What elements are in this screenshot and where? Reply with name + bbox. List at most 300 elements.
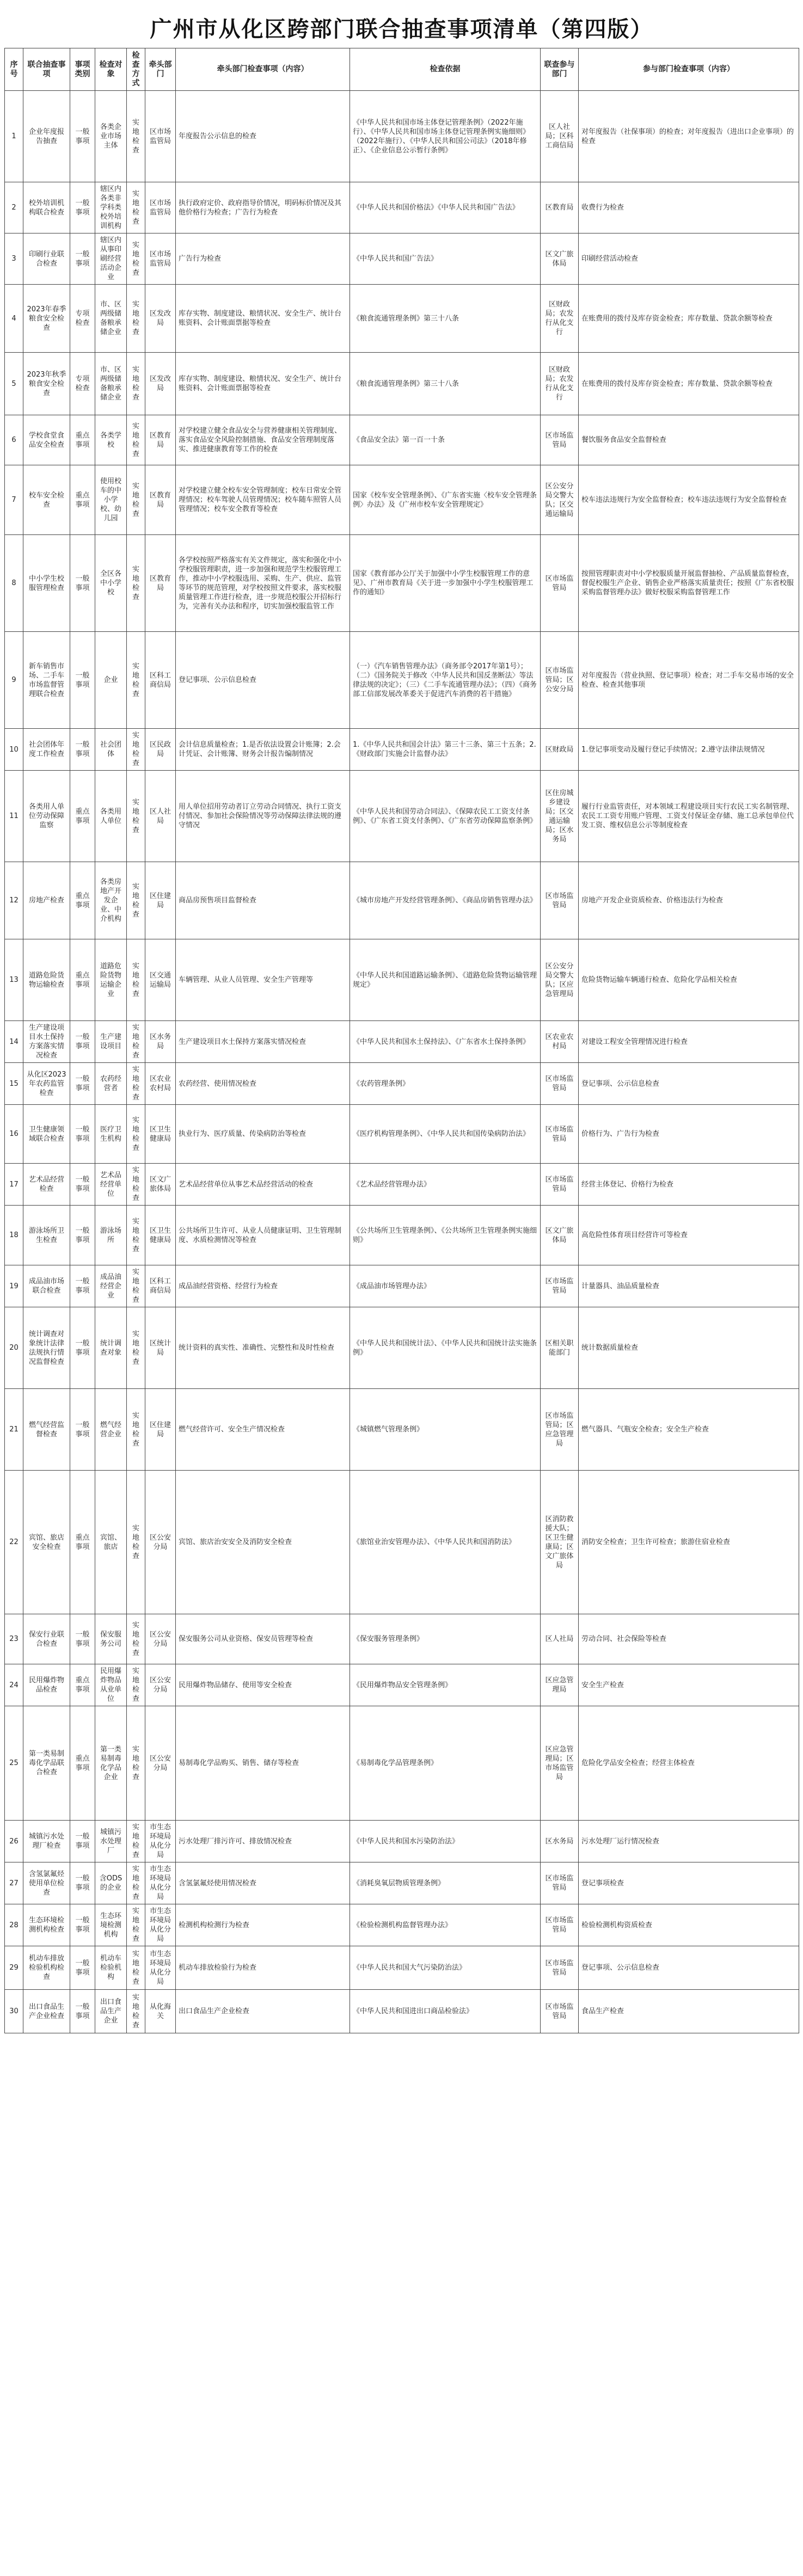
table-cell-no: 17: [5, 1164, 23, 1206]
table-cell-lead: 区民政局: [145, 729, 176, 771]
table-cell-pcontent: 安全生产检查: [579, 1664, 799, 1706]
table-cell-method: 实地检查: [127, 1389, 145, 1471]
table-cell-dept: 区市场监管局: [541, 535, 579, 632]
table-cell-obj: 出口食品生产企业: [95, 1990, 127, 2033]
table-cell-item: 各类用人单位劳动保障监察: [23, 771, 70, 862]
table-cell-dept: 区住房城乡建设局；区交通运输局；区水务局: [541, 771, 579, 862]
table-cell-method: 实地检查: [127, 1063, 145, 1105]
table-cell-item: 企业年度报告抽查: [23, 91, 70, 182]
table-cell-dept: 区应急管理局；区市场监管局: [541, 1706, 579, 1821]
table-cell-no: 22: [5, 1471, 23, 1614]
table-cell-basis: 《消耗臭氧层物质管理条例》: [350, 1862, 541, 1904]
table-cell-content: 库存实物、制度建设、粮情状况、安全生产、统计台账资料、会计账面票据等检查: [176, 353, 350, 415]
table-cell-item: 民用爆炸物品检查: [23, 1664, 70, 1706]
table-cell-pcontent: 劳动合同、社会保险等检查: [579, 1614, 799, 1664]
table-cell-dept: 区市场监管局: [541, 1105, 579, 1164]
table-cell-content: 民用爆炸物品储存、使用等安全检查: [176, 1664, 350, 1706]
table-cell-obj: 城镇污水处理厂: [95, 1821, 127, 1862]
table-cell-no: 1: [5, 91, 23, 182]
table-cell-pcontent: 按照管理职责对中小学校服质量开展监督抽检、产品质量监督检查，督促校服生产企业、销售企业严格落实质量责任；按照《广东省校服采购监督管理办法》做好校服采购监督管理工作: [579, 535, 799, 632]
table-cell-pcontent: 餐饮服务食品安全监督检查: [579, 415, 799, 465]
table-cell-lead: 区文广旅体局: [145, 1164, 176, 1206]
table-cell-no: 25: [5, 1706, 23, 1821]
table-cell-no: 5: [5, 353, 23, 415]
table-cell-dept: 区市场监管局；区应急管理局: [541, 1389, 579, 1471]
table-cell-obj: 医疗卫生机构: [95, 1105, 127, 1164]
table-cell-cat: 一般事项: [70, 91, 95, 182]
table-row: [5, 233, 799, 285]
table-cell-pcontent: 消防安全检查；卫生许可检查；旅游住宿业检查: [579, 1471, 799, 1614]
table-cell-lead: 区卫生健康局: [145, 1105, 176, 1164]
table-cell-obj: 民用爆炸物品从业单位: [95, 1664, 127, 1706]
table-cell-method: 实地检查: [127, 465, 145, 535]
table-cell-item: 宾馆、旅店安全检查: [23, 1471, 70, 1614]
table-cell-no: 14: [5, 1021, 23, 1063]
table-cell-basis: 《成品油市场管理办法》: [350, 1265, 541, 1307]
table-row: [5, 1664, 799, 1706]
table-cell-dept: 区市场监管局: [541, 1904, 579, 1946]
table-cell-cat: 一般事项: [70, 632, 95, 729]
table-cell-content: 广告行为检查: [176, 233, 350, 285]
table-cell-lead: 区住建局: [145, 1389, 176, 1471]
table-cell-basis: 国家《教育部办公厅关于加强中小学生校服管理工作的意见》、广州市教育局《关于进一步加强中小学生校服管理工作的通知》: [350, 535, 541, 632]
table-row: [5, 1706, 799, 1821]
table-cell-lead: 区住建局: [145, 862, 176, 939]
table-cell-lead: 市生态环境局从化分局: [145, 1862, 176, 1904]
table-cell-item: 第一类易制毒化学品联合检查: [23, 1706, 70, 1821]
table-cell-basis: 《医疗机构管理条例》、《中华人民共和国传染病防治法》: [350, 1105, 541, 1164]
table-row: [5, 535, 799, 632]
table-cell-dept: 区消防救援大队；区卫生健康局；区文广旅体局: [541, 1471, 579, 1614]
table-row: [5, 465, 799, 535]
table-cell-no: 13: [5, 939, 23, 1021]
table-cell-basis: （一）《汽车销售管理办法》（商务部令2017年第1号）；（二）《国务院关于修改〈中华人民共和国反垄断法〉等法律法规的决定》；（三）《二手车流通管理办法》；（四）《商务部工信部发展改革委关于促进汽车消费的若干措施》: [350, 632, 541, 729]
table-cell-item: 游泳场所卫生检查: [23, 1206, 70, 1265]
table-cell-item: 从化区2023年农药监管检查: [23, 1063, 70, 1105]
table-cell-obj: 使用校车的中小学校、幼儿园: [95, 465, 127, 535]
table-cell-content: 农药经营、使用情况检查: [176, 1063, 350, 1105]
table-cell-pcontent: 对建设工程安全管理情况进行检查: [579, 1021, 799, 1063]
table-cell-content: 对学校建立健全校车安全管理制度；校车日常安全管理情况；校车驾驶人员管理情况；校车随车照管人员管理情况；校车安全教育等检查: [176, 465, 350, 535]
table-cell-method: 实地检查: [127, 91, 145, 182]
table-row: [5, 1471, 799, 1614]
table-cell-cat: 重点事项: [70, 1706, 95, 1821]
table-cell-basis: 1.《中华人民共和国会计法》第三十三条、第三十五条；2.《财政部门实施会计监督办法》: [350, 729, 541, 771]
table-cell-method: 实地检查: [127, 939, 145, 1021]
table-cell-basis: 《中华人民共和国市场主体登记管理条例》（2022年施行）、《中华人民共和国市场主体登记管理条例实施细则》（2022年施行）、《中华人民共和国公司法》（2018年修正）、《企业信息公示暂行条例》: [350, 91, 541, 182]
table-cell-cat: 一般事项: [70, 1904, 95, 1946]
table-cell-dept: 区文广旅体局: [541, 233, 579, 285]
table-cell-lead: 区公安分局: [145, 1706, 176, 1821]
table-cell-cat: 一般事项: [70, 233, 95, 285]
table-body: [5, 91, 799, 2033]
table-cell-pcontent: 危险化学品安全检查；经营主体检查: [579, 1706, 799, 1821]
table-cell-obj: 宾馆、旅店: [95, 1471, 127, 1614]
table-cell-method: 实地检查: [127, 1307, 145, 1389]
table-cell-obj: 各类企业市场主体: [95, 91, 127, 182]
table-row: [5, 1614, 799, 1664]
table-cell-basis: 《保安服务管理条例》: [350, 1614, 541, 1664]
header-cell: 参与部门检查事项（内容）: [579, 48, 799, 91]
table-cell-item: 生态环境检测机构检查: [23, 1904, 70, 1946]
table-row: [5, 353, 799, 415]
table-cell-obj: 各类房地产开发企业、中介机构: [95, 862, 127, 939]
table-cell-cat: 一般事项: [70, 1389, 95, 1471]
table-cell-lead: 区市场监管局: [145, 233, 176, 285]
table-cell-item: 校外培训机构联合检查: [23, 182, 70, 233]
table-cell-method: 实地检查: [127, 415, 145, 465]
table-row: [5, 729, 799, 771]
table-cell-method: 实地检查: [127, 182, 145, 233]
table-cell-content: 用人单位招用劳动者订立劳动合同情况、执行工资支付情况、参加社会保险情况等劳动保障法律法规的遵守情况: [176, 771, 350, 862]
table-cell-obj: 道路危险货物运输企业: [95, 939, 127, 1021]
table-cell-content: 机动车排放检验行为检查: [176, 1946, 350, 1990]
table-cell-cat: 专项检查: [70, 353, 95, 415]
inspection-table: [4, 48, 799, 2033]
table-cell-dept: 区相关职能部门: [541, 1307, 579, 1389]
table-cell-cat: 专项检查: [70, 285, 95, 353]
table-cell-cat: 重点事项: [70, 939, 95, 1021]
table-cell-dept: 区市场监管局: [541, 862, 579, 939]
table-cell-dept: 区水务局: [541, 1821, 579, 1862]
table-cell-method: 实地检查: [127, 1265, 145, 1307]
table-cell-obj: 各类用人单位: [95, 771, 127, 862]
table-cell-pcontent: 统计数据质量检查: [579, 1307, 799, 1389]
table-cell-obj: 游泳场所: [95, 1206, 127, 1265]
header-cell: 牵头部门检查事项（内容）: [176, 48, 350, 91]
table-cell-content: 执行政府定价、政府指导价情况，明码标价情况及其他价格行为检查；广告行为检查: [176, 182, 350, 233]
table-cell-dept: 区教育局: [541, 182, 579, 233]
table-cell-pcontent: 在账费用的拨付及库存资金检查；库存数量、贷款余额等检查: [579, 353, 799, 415]
table-cell-lead: 区发改局: [145, 285, 176, 353]
table-row: [5, 862, 799, 939]
table-cell-content: 易制毒化学品购买、销售、储存等检查: [176, 1706, 350, 1821]
table-cell-no: 29: [5, 1946, 23, 1990]
table-cell-obj: 市、区两级储备粮承储企业: [95, 285, 127, 353]
table-cell-dept: 区财政局；农发行从化支行: [541, 353, 579, 415]
table-cell-content: 宾馆、旅店治安安全及消防安全检查: [176, 1471, 350, 1614]
table-cell-lead: 区市场监管局: [145, 91, 176, 182]
table-cell-obj: 成品油经营企业: [95, 1265, 127, 1307]
table-cell-no: 7: [5, 465, 23, 535]
table-cell-pcontent: 校车违法违规行为安全监督检查；校车违法违规行为安全监督检查: [579, 465, 799, 535]
table-cell-no: 9: [5, 632, 23, 729]
table-cell-content: 登记事项、公示信息检查: [176, 632, 350, 729]
table-cell-basis: 《易制毒化学品管理条例》: [350, 1706, 541, 1821]
table-cell-pcontent: 房地产开发企业资质检查、价格违法行为检查: [579, 862, 799, 939]
table-cell-item: 成品油市场联合检查: [23, 1265, 70, 1307]
table-cell-obj: 农药经营者: [95, 1063, 127, 1105]
table-cell-cat: 一般事项: [70, 1821, 95, 1862]
table-row: [5, 182, 799, 233]
table-cell-cat: 一般事项: [70, 1021, 95, 1063]
table-cell-pcontent: 登记事项、公示信息检查: [579, 1946, 799, 1990]
table-cell-method: 实地检查: [127, 1946, 145, 1990]
table-cell-content: 生产建设项目水土保持方案落实情况检查: [176, 1021, 350, 1063]
table-cell-dept: 区公安分局交警大队；区应急管理局: [541, 939, 579, 1021]
table-cell-no: 8: [5, 535, 23, 632]
table-cell-item: 统计调查对象统计法律法规执行情况监督检查: [23, 1307, 70, 1389]
table-cell-lead: 区教育局: [145, 415, 176, 465]
table-cell-item: 保安行业联合检查: [23, 1614, 70, 1664]
table-cell-lead: 区人社局: [145, 771, 176, 862]
table-cell-dept: 区市场监管局: [541, 1164, 579, 1206]
table-cell-item: 生产建设项目水土保持方案落实情况检查: [23, 1021, 70, 1063]
table-cell-item: 2023年春季粮食安全检查: [23, 285, 70, 353]
table-cell-method: 实地检查: [127, 1206, 145, 1265]
table-row: [5, 771, 799, 862]
table-cell-pcontent: 食品生产检查: [579, 1990, 799, 2033]
table-cell-dept: 区人社局；区科工商信局: [541, 91, 579, 182]
table-cell-obj: 企业: [95, 632, 127, 729]
table-cell-pcontent: 履行行业监管责任，对本领域工程建设项目实行农民工实名制管理、农民工工资专用账户管理、工资支付保证金存储、施工总承包单位代发工资、维权信息公示等制度检查: [579, 771, 799, 862]
table-cell-basis: 《城镇燃气管理条例》: [350, 1389, 541, 1471]
table-cell-item: 社会团体年度工作检查: [23, 729, 70, 771]
table-cell-lead: 市生态环境局从化分局: [145, 1821, 176, 1862]
table-cell-basis: 《公共场所卫生管理条例》、《公共场所卫生管理条例实施细则》: [350, 1206, 541, 1265]
table-cell-pcontent: 经营主体登记、价格行为检查: [579, 1164, 799, 1206]
table-cell-basis: 《粮食流通管理条例》第三十八条: [350, 285, 541, 353]
table-cell-basis: 《中华人民共和国水污染防治法》: [350, 1821, 541, 1862]
table-row: [5, 1990, 799, 2033]
table-cell-content: 艺术品经营单位从事艺术品经营活动的检查: [176, 1164, 350, 1206]
table-cell-item: 房地产检查: [23, 862, 70, 939]
table-cell-method: 实地检查: [127, 729, 145, 771]
table-cell-obj: 燃气经营企业: [95, 1389, 127, 1471]
table-cell-cat: 一般事项: [70, 1990, 95, 2033]
table-cell-content: 公共场所卫生许可、从业人员健康证明、卫生管理制度、水质检测情况等检查: [176, 1206, 350, 1265]
table-cell-no: 20: [5, 1307, 23, 1389]
table-cell-dept: 区应急管理局: [541, 1664, 579, 1706]
table-cell-method: 实地检查: [127, 1664, 145, 1706]
table-cell-basis: 《中华人民共和国广告法》: [350, 233, 541, 285]
table-cell-method: 实地检查: [127, 353, 145, 415]
header-cell: 序号: [5, 48, 23, 91]
table-cell-no: 19: [5, 1265, 23, 1307]
table-cell-cat: 一般事项: [70, 1265, 95, 1307]
table-cell-method: 实地检查: [127, 1105, 145, 1164]
header-cell: 牵头部门: [145, 48, 176, 91]
table-cell-method: 实地检查: [127, 535, 145, 632]
table-cell-item: 含氢氯氟烃使用单位检查: [23, 1862, 70, 1904]
table-cell-cat: 一般事项: [70, 1206, 95, 1265]
table-cell-method: 实地检查: [127, 862, 145, 939]
table-cell-method: 实地检查: [127, 1862, 145, 1904]
table-cell-dept: 区市场监管局: [541, 1946, 579, 1990]
table-cell-cat: 一般事项: [70, 1164, 95, 1206]
table-cell-item: 校车安全检查: [23, 465, 70, 535]
table-cell-dept: 区人社局: [541, 1614, 579, 1664]
table-row: [5, 285, 799, 353]
table-cell-pcontent: 价格行为、广告行为检查: [579, 1105, 799, 1164]
table-cell-no: 11: [5, 771, 23, 862]
table-cell-cat: 重点事项: [70, 415, 95, 465]
table-row: [5, 1904, 799, 1946]
table-cell-item: 新车销售市场、二手车市场监督管理联合检查: [23, 632, 70, 729]
table-row: [5, 632, 799, 729]
table-row: [5, 1021, 799, 1063]
table-row: [5, 1946, 799, 1990]
table-cell-content: 会计信息质量检查；1.是否依法设置会计账簿；2.会计凭证、会计账簿、财务会计报告编制情况: [176, 729, 350, 771]
table-cell-dept: 区市场监管局；区公安分局: [541, 632, 579, 729]
table-cell-lead: 区公安分局: [145, 1664, 176, 1706]
table-cell-no: 21: [5, 1389, 23, 1471]
table-cell-pcontent: 危险货物运输车辆通行检查、危险化学品相关检查: [579, 939, 799, 1021]
table-cell-cat: 一般事项: [70, 182, 95, 233]
table-cell-obj: 全区各中小学校: [95, 535, 127, 632]
table-cell-item: 中小学生校服管理检查: [23, 535, 70, 632]
table-cell-cat: 一般事项: [70, 1105, 95, 1164]
table-cell-no: 16: [5, 1105, 23, 1164]
table-cell-no: 18: [5, 1206, 23, 1265]
table-row: [5, 1265, 799, 1307]
table-cell-dept: 区农业农村局: [541, 1021, 579, 1063]
table-cell-lead: 区科工商信局: [145, 1265, 176, 1307]
table-cell-dept: 区市场监管局: [541, 1265, 579, 1307]
table-cell-obj: 各类学校: [95, 415, 127, 465]
table-cell-dept: 区市场监管局: [541, 1063, 579, 1105]
table-cell-cat: 一般事项: [70, 1307, 95, 1389]
table-cell-basis: 国家《校车安全管理条例》、《广东省实施〈校车安全管理条例〉办法》及《广州市校车安全管理规定》: [350, 465, 541, 535]
table-cell-content: 保安服务公司从业资格、保安员管理等检查: [176, 1614, 350, 1664]
table-cell-basis: 《中华人民共和国大气污染防治法》: [350, 1946, 541, 1990]
table-cell-item: 机动车排放检验机构检查: [23, 1946, 70, 1990]
table-cell-no: 23: [5, 1614, 23, 1664]
table-cell-dept: 区市场监管局: [541, 415, 579, 465]
table-cell-dept: 区公安分局交警大队；区交通运输局: [541, 465, 579, 535]
table-cell-basis: 《艺术品经营管理办法》: [350, 1164, 541, 1206]
table-cell-pcontent: 1.登记事项变动及履行登记手续情况；2.遵守法律法规情况: [579, 729, 799, 771]
table-cell-content: 含氢氯氟烃使用情况检查: [176, 1862, 350, 1904]
table-row: [5, 1389, 799, 1471]
table-cell-item: 道路危险货物运输检查: [23, 939, 70, 1021]
table-cell-lead: 市生态环境局从化分局: [145, 1946, 176, 1990]
table-cell-basis: 《城市房地产开发经营管理条例》、《商品房销售管理办法》: [350, 862, 541, 939]
table-cell-lead: 区教育局: [145, 465, 176, 535]
table-row: [5, 1063, 799, 1105]
table-cell-no: 15: [5, 1063, 23, 1105]
table-cell-lead: 区卫生健康局: [145, 1206, 176, 1265]
table-cell-basis: 《中华人民共和国价格法》《中华人民共和国广告法》: [350, 182, 541, 233]
table-cell-method: 实地检查: [127, 1904, 145, 1946]
table-cell-method: 实地检查: [127, 1021, 145, 1063]
table-cell-basis: 《中华人民共和国统计法》、《中华人民共和国统计法实施条例》: [350, 1307, 541, 1389]
table-cell-item: 燃气经营监督检查: [23, 1389, 70, 1471]
table-cell-basis: 《农药管理条例》: [350, 1063, 541, 1105]
table-header-row: [5, 48, 799, 91]
table-row: [5, 939, 799, 1021]
table-cell-method: 实地检查: [127, 1164, 145, 1206]
header-cell: 检查依据: [350, 48, 541, 91]
table-row: [5, 1821, 799, 1862]
table-cell-no: 26: [5, 1821, 23, 1862]
table-cell-cat: 重点事项: [70, 862, 95, 939]
header-cell: 检查方式: [127, 48, 145, 91]
table-cell-content: 对学校建立健全食品安全与营养健康相关管理制度、落实食品安全风险控制措施、食品安全管理制度落实、推进健康教育等工作的检查: [176, 415, 350, 465]
table-cell-pcontent: 登记事项检查: [579, 1862, 799, 1904]
table-cell-no: 10: [5, 729, 23, 771]
table-cell-lead: 区公安分局: [145, 1471, 176, 1614]
table-cell-content: 出口食品生产企业检查: [176, 1990, 350, 2033]
table-cell-pcontent: 对年度报告（营业执照、登记事项）检查；对二手车交易市场的安全检查、检查其他事项: [579, 632, 799, 729]
table-cell-lead: 区发改局: [145, 353, 176, 415]
table-cell-cat: 重点事项: [70, 771, 95, 862]
table-row: [5, 91, 799, 182]
header-cell: 联查参与部门: [541, 48, 579, 91]
table-cell-no: 27: [5, 1862, 23, 1904]
table-cell-pcontent: 计量器具、油品质量检查: [579, 1265, 799, 1307]
table-cell-dept: 区财政局: [541, 729, 579, 771]
table-cell-pcontent: 燃气器具、气瓶安全检查；安全生产检查: [579, 1389, 799, 1471]
table-cell-item: 出口食品生产企业检查: [23, 1990, 70, 2033]
table-cell-dept: 区市场监管局: [541, 1862, 579, 1904]
table-cell-obj: 统计调查对象: [95, 1307, 127, 1389]
table-cell-content: 年度报告公示信息的检查: [176, 91, 350, 182]
table-cell-basis: 《旅馆业治安管理办法》、《中华人民共和国消防法》: [350, 1471, 541, 1614]
table-cell-pcontent: 对年度报告（社保事项）的检查；对年度报告（进出口企业事项）的检查: [579, 91, 799, 182]
table-cell-no: 12: [5, 862, 23, 939]
table-cell-obj: 辖区内各类非学科类校外培训机构: [95, 182, 127, 233]
table-cell-basis: 《中华人民共和国水土保持法》、《广东省水土保持条例》: [350, 1021, 541, 1063]
table-cell-dept: 区财政局；农发行从化支行: [541, 285, 579, 353]
table-cell-content: 车辆管理、从业人员管理、安全生产管理等: [176, 939, 350, 1021]
table-cell-content: 商品房预售项目监督检查: [176, 862, 350, 939]
table-cell-lead: 区科工商信局: [145, 632, 176, 729]
table-cell-content: 执业行为、医疗质量、传染病防治等检查: [176, 1105, 350, 1164]
table-cell-cat: 重点事项: [70, 1664, 95, 1706]
table-cell-item: 城镇污水处理厂检查: [23, 1821, 70, 1862]
table-cell-cat: 一般事项: [70, 1946, 95, 1990]
table-cell-obj: 辖区内从事印刷经营活动企业: [95, 233, 127, 285]
table-cell-no: 3: [5, 233, 23, 285]
table-cell-lead: 市生态环境局从化分局: [145, 1904, 176, 1946]
table-cell-pcontent: 污水处理厂运行情况检查: [579, 1821, 799, 1862]
table-cell-obj: 保安服务公司: [95, 1614, 127, 1664]
table-cell-no: 4: [5, 285, 23, 353]
table-cell-basis: 《粮食流通管理条例》第三十八条: [350, 353, 541, 415]
table-cell-obj: 市、区两级储备粮承储企业: [95, 353, 127, 415]
table-cell-content: 燃气经营许可、安全生产情况检查: [176, 1389, 350, 1471]
table-row: [5, 1105, 799, 1164]
table-cell-obj: 艺术品经营单位: [95, 1164, 127, 1206]
table-cell-no: 24: [5, 1664, 23, 1706]
table-cell-content: 各学校按照严格落实有关文件规定，落实和强化中小学校服管理职责，进一步加强和规范学生校服管理工作，推动中小学校服选用、采购、生产、供应、监管等环节的规范管理，对学校按照文件要求，落实校服质量管理工作进行检查，进一步规范校服公开招标行为，完善有关办法和程序，切实加强校服监管工作: [176, 535, 350, 632]
table-cell-lead: 区公安分局: [145, 1614, 176, 1664]
table-cell-method: 实地检查: [127, 771, 145, 862]
table-cell-content: 污水处理厂排污许可、排放情况检查: [176, 1821, 350, 1862]
table-cell-dept: 区市场监管局: [541, 1990, 579, 2033]
table-cell-lead: 区农业农村局: [145, 1063, 176, 1105]
table-cell-obj: 第一类易制毒化学品企业: [95, 1706, 127, 1821]
table-cell-basis: 《中华人民共和国进出口商品检验法》: [350, 1990, 541, 2033]
table-cell-basis: 《中华人民共和国劳动合同法》、《保障农民工工资支付条例》、《广东省工资支付条例》、《广东省劳动保障监察条例》: [350, 771, 541, 862]
table-cell-item: 卫生健康领域联合检查: [23, 1105, 70, 1164]
table-cell-cat: 重点事项: [70, 465, 95, 535]
table-cell-lead: 区统计局: [145, 1307, 176, 1389]
table-cell-item: 学校食堂食品安全检查: [23, 415, 70, 465]
table-row: [5, 415, 799, 465]
table-cell-method: 实地检查: [127, 1614, 145, 1664]
table-cell-lead: 区市场监管局: [145, 182, 176, 233]
table-cell-content: 统计资料的真实性、准确性、完整性和及时性检查: [176, 1307, 350, 1389]
table-cell-no: 6: [5, 415, 23, 465]
table-cell-cat: 一般事项: [70, 729, 95, 771]
table-cell-obj: 含ODS的企业: [95, 1862, 127, 1904]
table-cell-method: 实地检查: [127, 233, 145, 285]
table-cell-pcontent: 登记事项、公示信息检查: [579, 1063, 799, 1105]
table-cell-no: 2: [5, 182, 23, 233]
table-cell-basis: 《检验检测机构监督管理办法》: [350, 1904, 541, 1946]
